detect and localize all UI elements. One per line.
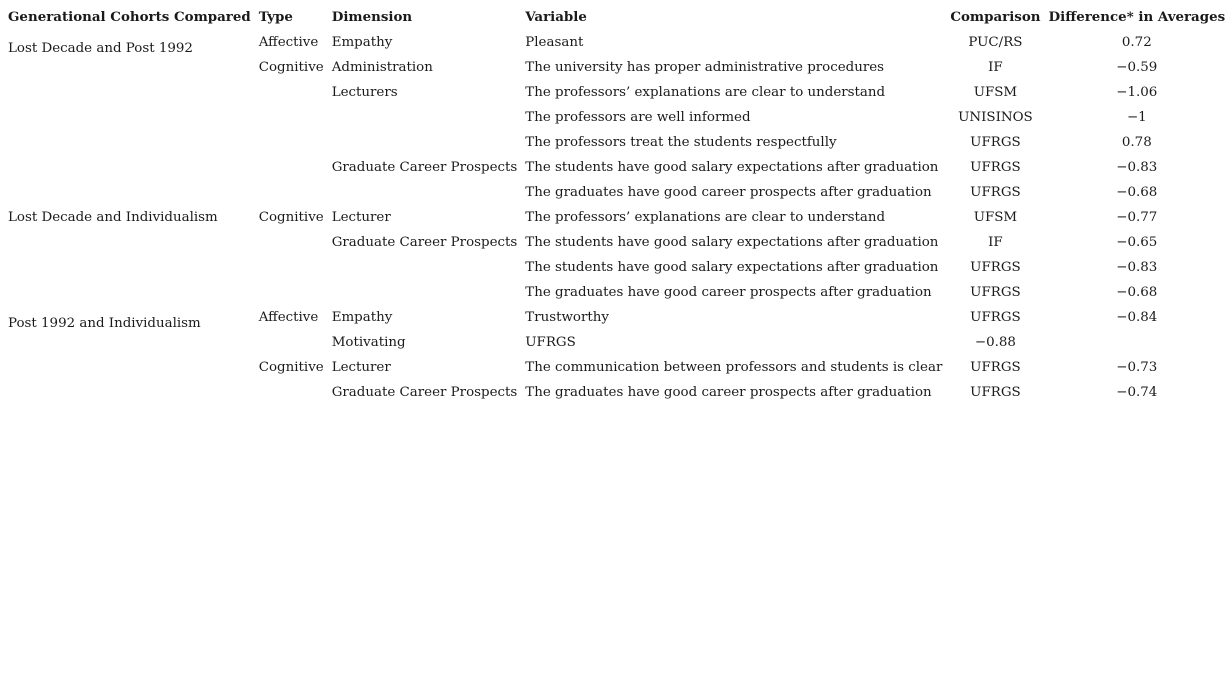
cohort-group-label: Post 1992 and Individualism xyxy=(8,316,201,331)
comparison-cell: UFRGS xyxy=(970,385,1021,400)
difference-cell: −0.83 xyxy=(1116,260,1158,275)
dimension-cell xyxy=(328,255,522,280)
variable-cell: UFRGS xyxy=(525,335,576,350)
dimension-cell: Lecturer xyxy=(331,360,391,375)
type-cell xyxy=(255,230,328,255)
difference-cell: −0.84 xyxy=(1116,310,1158,325)
dimension-cell: Motivating xyxy=(331,335,406,350)
dimension-cell: Graduate Career Prospects xyxy=(331,160,518,175)
type-cell xyxy=(255,155,328,180)
variable-cell: The professors are well informed xyxy=(525,110,751,125)
comparison-cell: PUC/RS xyxy=(968,35,1023,50)
difference-cell: −0.65 xyxy=(1116,235,1158,250)
type-cell: Affective xyxy=(258,35,319,50)
difference-cell: −0.77 xyxy=(1116,210,1158,225)
variable-cell: The professors treat the students respectfully xyxy=(525,135,837,150)
header-row xyxy=(4,4,1229,30)
comparison-cell: UNISINOS xyxy=(958,110,1033,125)
type-cell xyxy=(255,280,328,305)
type-cell: Cognitive xyxy=(258,210,324,225)
type-cell xyxy=(255,80,328,105)
dimension-cell xyxy=(328,280,522,305)
type-cell xyxy=(255,105,328,130)
comparison-cell: UFRGS xyxy=(970,135,1021,150)
comparison-cell: UFRGS xyxy=(970,185,1021,200)
comparison-cell: UFSM xyxy=(973,85,1018,100)
type-cell xyxy=(255,380,328,405)
type-cell xyxy=(255,180,328,205)
comparison-cell: UFRGS xyxy=(970,285,1021,300)
comparison-cell: IF xyxy=(988,235,1003,250)
variable-cell: Trustworthy xyxy=(525,310,609,325)
type-cell: Cognitive xyxy=(258,360,324,375)
dimension-cell xyxy=(328,105,522,130)
difference-cell: −0.73 xyxy=(1116,360,1158,375)
dimension-cell: Lecturer xyxy=(331,210,391,225)
variable-cell: The graduates have good career prospects after graduation xyxy=(525,185,932,200)
difference-cell: −1 xyxy=(1126,110,1147,125)
comparison-cell: UFRGS xyxy=(970,260,1021,275)
variable-cell: The students have good salary expectations after graduation xyxy=(525,260,939,275)
dimension-cell: Administration xyxy=(331,60,433,75)
difference-cell: −1.06 xyxy=(1116,85,1158,100)
comparison-cell: UFRGS xyxy=(970,310,1021,325)
header-dimension: Dimension xyxy=(331,9,413,25)
difference-cell: −0.74 xyxy=(1116,385,1158,400)
cohort-comparison-table xyxy=(4,4,1229,405)
header-cohorts: Generational Cohorts Compared xyxy=(8,9,251,25)
comparison-cell: UFRGS xyxy=(970,360,1021,375)
cohort-group-label: Lost Decade and Individualism xyxy=(8,210,218,225)
dimension-cell: Empathy xyxy=(331,310,393,325)
type-cell: Cognitive xyxy=(258,60,324,75)
dimension-cell xyxy=(328,130,522,155)
type-cell: Affective xyxy=(258,310,319,325)
difference-cell: −0.83 xyxy=(1116,160,1158,175)
comparison-cell: UFSM xyxy=(973,210,1018,225)
difference-cell: −0.59 xyxy=(1116,60,1158,75)
variable-cell: The graduates have good career prospects after graduation xyxy=(525,385,932,400)
difference-cell: 0.72 xyxy=(1121,35,1152,50)
header-type: Type xyxy=(258,9,293,25)
difference-cell: −0.68 xyxy=(1116,285,1158,300)
difference-cell: −0.68 xyxy=(1116,185,1158,200)
difference-cell: 0.78 xyxy=(1121,135,1152,150)
variable-cell: The communication between professors and students is clear xyxy=(525,360,943,375)
table-row xyxy=(4,305,1229,330)
dimension-cell: Graduate Career Prospects xyxy=(331,385,518,400)
type-cell xyxy=(255,130,328,155)
comparison-cell: −0.88 xyxy=(974,335,1016,350)
variable-cell: The university has proper administrative procedures xyxy=(525,60,885,75)
variable-cell: The professors’ explanations are clear to understand xyxy=(525,210,886,225)
variable-cell: The graduates have good career prospects after graduation xyxy=(525,285,932,300)
cohort-group-label: Lost Decade and Post 1992 xyxy=(8,41,193,56)
dimension-cell xyxy=(328,180,522,205)
comparison-cell: UFRGS xyxy=(970,160,1021,175)
header-difference: Difference* in Averages xyxy=(1048,9,1226,25)
dimension-cell: Graduate Career Prospects xyxy=(331,235,518,250)
type-cell xyxy=(255,330,328,355)
comparison-cell: IF xyxy=(988,60,1003,75)
difference-cell xyxy=(1045,330,1229,355)
header-variable: Variable xyxy=(525,9,587,25)
table-row xyxy=(4,205,1229,230)
type-cell xyxy=(255,255,328,280)
dimension-cell: Empathy xyxy=(331,35,393,50)
variable-cell: The professors’ explanations are clear to understand xyxy=(525,85,886,100)
header-comparison: Comparison xyxy=(950,9,1041,25)
variable-cell: The students have good salary expectations after graduation xyxy=(525,160,939,175)
variable-cell: The students have good salary expectations after graduation xyxy=(525,235,939,250)
dimension-cell: Lecturers xyxy=(331,85,398,100)
variable-cell: Pleasant xyxy=(525,35,584,50)
table-row xyxy=(4,30,1229,55)
